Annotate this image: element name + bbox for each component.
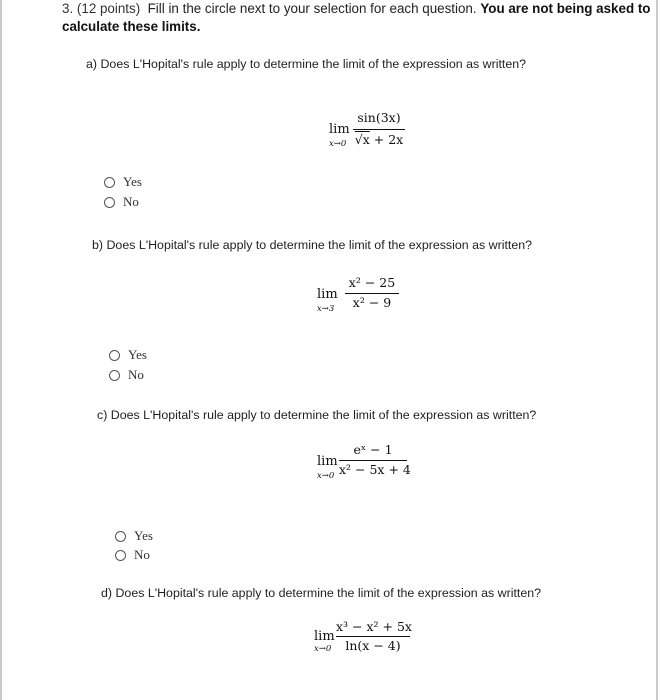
- expression-a: [300, 108, 440, 158]
- numerator-c: eˣ − 1: [353, 442, 393, 457]
- fraction-bar-a: [353, 129, 405, 130]
- question-c: [97, 408, 536, 422]
- question-c-label: c): [97, 408, 108, 422]
- radio-circle-icon[interactable]: [115, 531, 126, 542]
- fraction-bar-c: [339, 460, 407, 461]
- expression-d: [300, 617, 440, 662]
- lim-c: lim: [317, 454, 338, 469]
- question-header: [62, 0, 652, 36]
- denominator-b: x² − 9: [352, 295, 392, 310]
- option-a-no[interactable]: [104, 194, 139, 210]
- option-a-no-label: No: [123, 194, 139, 209]
- question-c-text: Does L'Hopital's rule apply to determine the limit of the expression as written?: [110, 408, 537, 422]
- question-b-label: b): [92, 238, 104, 252]
- bold-note: You are not being asked to calculate these limits.: [62, 1, 651, 34]
- option-b-yes[interactable]: [109, 347, 147, 363]
- option-c-yes-label: Yes: [134, 528, 153, 543]
- question-b: [92, 238, 532, 252]
- lim-sub-d: x→0: [314, 644, 332, 654]
- option-c-no-label: No: [134, 547, 150, 562]
- numerator-d: x³ − x² + 5x: [336, 619, 412, 634]
- lim-a: lim: [329, 122, 350, 137]
- denominator-d: ln(x − 4): [345, 638, 401, 653]
- radical-a: √x: [354, 132, 370, 147]
- question-d-label: d): [101, 586, 113, 600]
- option-c-yes[interactable]: [115, 528, 153, 544]
- fraction-bar-d: [336, 636, 410, 637]
- points-label: (12 points): [76, 1, 141, 16]
- numerator-b: x² − 25: [348, 275, 396, 290]
- denominator-c: x² − 5x + 4: [339, 462, 411, 477]
- option-b-no[interactable]: [109, 367, 144, 383]
- option-b-no-label: No: [128, 367, 144, 382]
- lim-sub-c: x→0: [317, 471, 335, 481]
- lim-d: lim: [314, 629, 335, 644]
- lim-sub-a: x→0: [329, 139, 347, 149]
- lim-b: lim: [317, 287, 338, 302]
- question-number: 3.: [62, 1, 74, 16]
- fraction-bar-b: [345, 293, 399, 294]
- numerator-a: sin(3x): [357, 110, 401, 125]
- question-b-text: Does L'Hopital's rule apply to determine the limit of the expression as written?: [106, 238, 533, 252]
- left-border: [0, 0, 2, 700]
- question-a: [86, 57, 526, 71]
- question-d-text: Does L'Hopital's rule apply to determine the limit of the expression as written?: [115, 586, 542, 600]
- expression-b: [300, 273, 440, 318]
- radio-circle-icon[interactable]: [115, 550, 126, 561]
- radio-circle-icon[interactable]: [109, 350, 120, 361]
- radio-circle-icon[interactable]: [104, 197, 115, 208]
- expression-c: [300, 440, 440, 485]
- option-a-yes[interactable]: [104, 174, 142, 190]
- radio-circle-icon[interactable]: [109, 370, 120, 381]
- right-border: [656, 0, 658, 700]
- denominator-rest-a: + 2x: [369, 132, 404, 147]
- radio-circle-icon[interactable]: [104, 177, 115, 188]
- option-a-yes-label: Yes: [123, 174, 142, 189]
- denominator-a: [353, 132, 405, 147]
- option-b-yes-label: Yes: [128, 347, 147, 362]
- question-d: [101, 586, 541, 600]
- question-a-text: Does L'Hopital's rule apply to determine the limit of the expression as written?: [100, 57, 527, 71]
- instruction-text: Fill in the circle next to your selection for each question.: [147, 1, 477, 16]
- question-a-label: a): [86, 57, 98, 71]
- lim-sub-b: x→3: [317, 304, 335, 314]
- option-c-no[interactable]: [115, 547, 150, 563]
